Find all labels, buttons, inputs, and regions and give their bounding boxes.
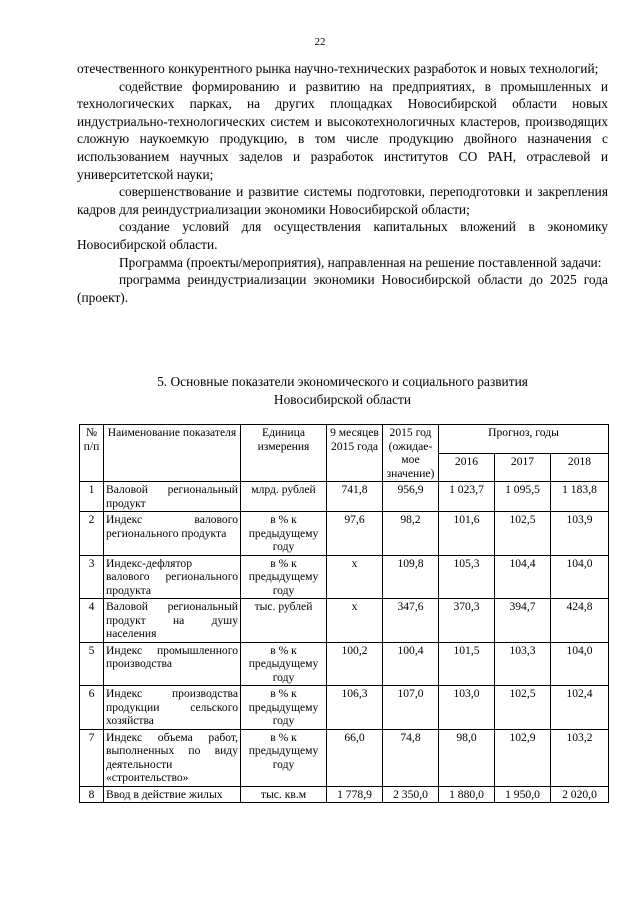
header-2016: 2016 bbox=[439, 453, 495, 482]
cell-num: 2 bbox=[80, 512, 104, 556]
cell-2017: 1 095,5 bbox=[495, 482, 551, 512]
header-unit: Единица измерения bbox=[241, 425, 327, 482]
header-num: № п/п bbox=[80, 425, 104, 482]
cell-2015: 74,8 bbox=[383, 729, 439, 786]
cell-num: 8 bbox=[80, 786, 104, 803]
cell-name: Индекс валового регионального продукта bbox=[104, 512, 241, 556]
table-row bbox=[80, 555, 609, 599]
cell-2018: 104,0 bbox=[551, 642, 609, 686]
section-title bbox=[77, 373, 608, 408]
table-row bbox=[80, 482, 609, 512]
cell-2018: 103,2 bbox=[551, 729, 609, 786]
cell-2015: 107,0 bbox=[383, 686, 439, 730]
cell-unit: млрд. рублей bbox=[241, 482, 327, 512]
cell-9-months: х bbox=[327, 555, 383, 599]
section-title-line: 5. Основные показатели экономического и социального развития bbox=[157, 374, 528, 389]
cell-2016: 103,0 bbox=[439, 686, 495, 730]
paragraph: программа реиндустриализации экономики Новосибирской области до 2025 года (проект). bbox=[77, 272, 608, 305]
cell-9-months: 106,3 bbox=[327, 686, 383, 730]
cell-2018: 103,9 bbox=[551, 512, 609, 556]
paragraph: создание условий для осуществления капитальных вложений в экономику Новосибирской области. bbox=[77, 219, 608, 252]
page-number: 22 bbox=[314, 36, 326, 48]
cell-2016: 1 023,7 bbox=[439, 482, 495, 512]
cell-2017: 102,5 bbox=[495, 512, 551, 556]
header-forecast: Прогноз, годы bbox=[439, 425, 609, 454]
cell-2017: 102,9 bbox=[495, 729, 551, 786]
cell-9-months: 66,0 bbox=[327, 729, 383, 786]
table-row bbox=[80, 642, 609, 686]
cell-unit: в % к предыдущему году bbox=[241, 729, 327, 786]
cell-2017: 102,5 bbox=[495, 686, 551, 730]
cell-2017: 104,4 bbox=[495, 555, 551, 599]
table-row bbox=[80, 512, 609, 556]
cell-name: Индекс-дефлятор валового регионального продукта bbox=[104, 555, 241, 599]
cell-2018: 424,8 bbox=[551, 599, 609, 643]
cell-2015: 956,9 bbox=[383, 482, 439, 512]
cell-name: Индекс производства продукции сельского хозяйства bbox=[104, 686, 241, 730]
cell-2016: 98,0 bbox=[439, 729, 495, 786]
table-row bbox=[80, 599, 609, 643]
cell-2015: 100,4 bbox=[383, 642, 439, 686]
cell-unit: в % к предыдущему году bbox=[241, 686, 327, 730]
cell-9-months: 100,2 bbox=[327, 642, 383, 686]
cell-name: Валовой региональный продукт bbox=[104, 482, 241, 512]
cell-num: 4 bbox=[80, 599, 104, 643]
paragraph: содействие формированию и развитию на предприятиях, в промышленных и технологических парках, на других площадках Новосибирской области новых индустриально-технологических систем и высокотехнологичных кластеров, производящих сложную наукоемкую продукцию, в том числе продукцию двойного назначения с использованием научных заделов и разработок институтов СО РАН, отраслевой и университетской науки; bbox=[77, 78, 608, 182]
table-row bbox=[80, 786, 609, 803]
indicators-table bbox=[79, 424, 609, 803]
cell-2017: 394,7 bbox=[495, 599, 551, 643]
cell-2016: 101,5 bbox=[439, 642, 495, 686]
cell-9-months: 741,8 bbox=[327, 482, 383, 512]
cell-2015: 109,8 bbox=[383, 555, 439, 599]
cell-2018: 2 020,0 bbox=[551, 786, 609, 803]
cell-2016: 105,3 bbox=[439, 555, 495, 599]
cell-name: Индекс объема работ, выполненных по виду деятельности «строительство» bbox=[104, 729, 241, 786]
cell-unit: в % к предыдущему году bbox=[241, 512, 327, 556]
header-2018: 2018 bbox=[551, 453, 609, 482]
cell-unit: тыс. кв.м bbox=[241, 786, 327, 803]
cell-2016: 370,3 bbox=[439, 599, 495, 643]
cell-2015: 347,6 bbox=[383, 599, 439, 643]
cell-name: Валовой региональный продукт на душу населения bbox=[104, 599, 241, 643]
header-2017: 2017 bbox=[495, 453, 551, 482]
paragraph: отечественного конкурентного рынка научно-технических разработок и новых технологий; bbox=[77, 61, 599, 76]
cell-unit: в % к предыдущему году bbox=[241, 555, 327, 599]
header-name: Наименование показателя bbox=[104, 425, 241, 482]
paragraph: Программа (проекты/мероприятия), направленная на решение поставленной задачи: bbox=[119, 254, 602, 270]
cell-9-months: 1 778,9 bbox=[327, 786, 383, 803]
cell-2017: 103,3 bbox=[495, 642, 551, 686]
table-row bbox=[80, 729, 609, 786]
paragraph: совершенствование и развитие системы подготовки, переподготовки и закрепления кадров для реиндустриализации экономики Новосибирской области; bbox=[77, 184, 608, 217]
cell-2018: 102,4 bbox=[551, 686, 609, 730]
cell-name: Ввод в действие жилых bbox=[104, 786, 241, 803]
cell-num: 3 bbox=[80, 555, 104, 599]
cell-num: 6 bbox=[80, 686, 104, 730]
table-header-row bbox=[80, 425, 609, 454]
body-text bbox=[77, 60, 608, 306]
cell-2016: 1 880,0 bbox=[439, 786, 495, 803]
cell-num: 1 bbox=[80, 482, 104, 512]
cell-9-months: х bbox=[327, 599, 383, 643]
cell-2016: 101,6 bbox=[439, 512, 495, 556]
cell-unit: в % к предыдущему году bbox=[241, 642, 327, 686]
cell-9-months: 97,6 bbox=[327, 512, 383, 556]
cell-num: 7 bbox=[80, 729, 104, 786]
cell-2015: 98,2 bbox=[383, 512, 439, 556]
cell-2017: 1 950,0 bbox=[495, 786, 551, 803]
table-body bbox=[80, 482, 609, 803]
header-9-months: 9 месяцев 2015 года bbox=[327, 425, 383, 482]
cell-unit: тыс. рублей bbox=[241, 599, 327, 643]
cell-2018: 104,0 bbox=[551, 555, 609, 599]
header-2015: 2015 год (ожидае-мое значение) bbox=[383, 425, 439, 482]
section-title-line: Новосибирской области bbox=[273, 391, 412, 407]
cell-num: 5 bbox=[80, 642, 104, 686]
cell-2015: 2 350,0 bbox=[383, 786, 439, 803]
table-row bbox=[80, 686, 609, 730]
cell-name: Индекс промышленного производства bbox=[104, 642, 241, 686]
cell-2018: 1 183,8 bbox=[551, 482, 609, 512]
